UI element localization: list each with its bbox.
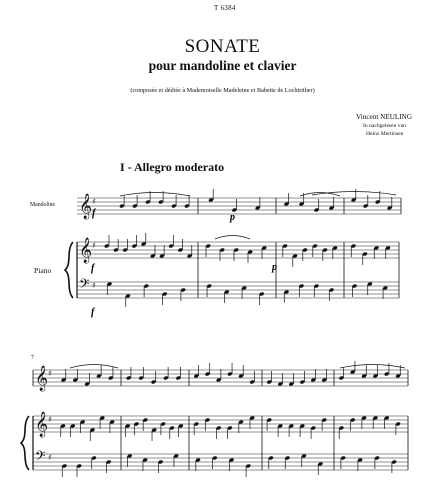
plate-number: T 6384: [214, 4, 236, 12]
sharp-icon: ♯: [92, 241, 96, 250]
sharp-icon: ♯: [48, 369, 52, 378]
clefs: [35, 193, 96, 467]
sharp-icon: ♯: [48, 453, 52, 462]
slur: [312, 192, 396, 196]
bass-clef-icon: 𝄢: [35, 448, 46, 467]
treble-clef-icon: 𝄞: [79, 238, 93, 263]
forte-mark-rh: f: [91, 263, 95, 274]
mandolin-label: Mandoline: [30, 202, 56, 208]
treble-clef-icon: 𝄞: [79, 194, 93, 219]
movement-title: I - Allegro moderato: [120, 160, 225, 174]
notes: [60, 189, 405, 477]
slur: [70, 365, 118, 369]
composer-name: Vincent NEULING: [356, 113, 413, 121]
dynamic-marks: [91, 208, 277, 318]
forte-mark-lh: f: [91, 307, 95, 318]
piano-brace: [65, 242, 73, 298]
edition-credit-1: In nachgelesen van: [363, 123, 406, 129]
treble-clef-icon: 𝄞: [35, 412, 49, 437]
treble-clef-icon: 𝄞: [35, 366, 49, 391]
forte-mark-mandolin: f: [92, 208, 96, 219]
piano-brace: [21, 416, 29, 470]
slur: [215, 236, 250, 240]
sharp-icon: ♯: [92, 197, 96, 206]
page-subtitle: pour mandoline et clavier: [148, 58, 297, 73]
sharp-icon: ♯: [92, 281, 96, 290]
dedication: (composée et dédiée à Mademoiselle Madeleine et Babette de Lochtrither): [130, 87, 315, 94]
measure-number: 7: [31, 355, 34, 361]
sharp-icon: ♯: [48, 415, 52, 424]
edition-credit-2: Heinz Mertinsen: [366, 131, 404, 137]
bass-clef-icon: 𝄢: [79, 276, 90, 295]
piano-mark-mandolin: p: [230, 212, 235, 223]
piano-mark-rh: p: [272, 262, 277, 273]
page-title: SONATE: [184, 36, 261, 57]
slur: [300, 193, 340, 197]
slur: [340, 365, 405, 369]
slur: [120, 193, 190, 197]
piano-label: Piano: [34, 266, 52, 275]
